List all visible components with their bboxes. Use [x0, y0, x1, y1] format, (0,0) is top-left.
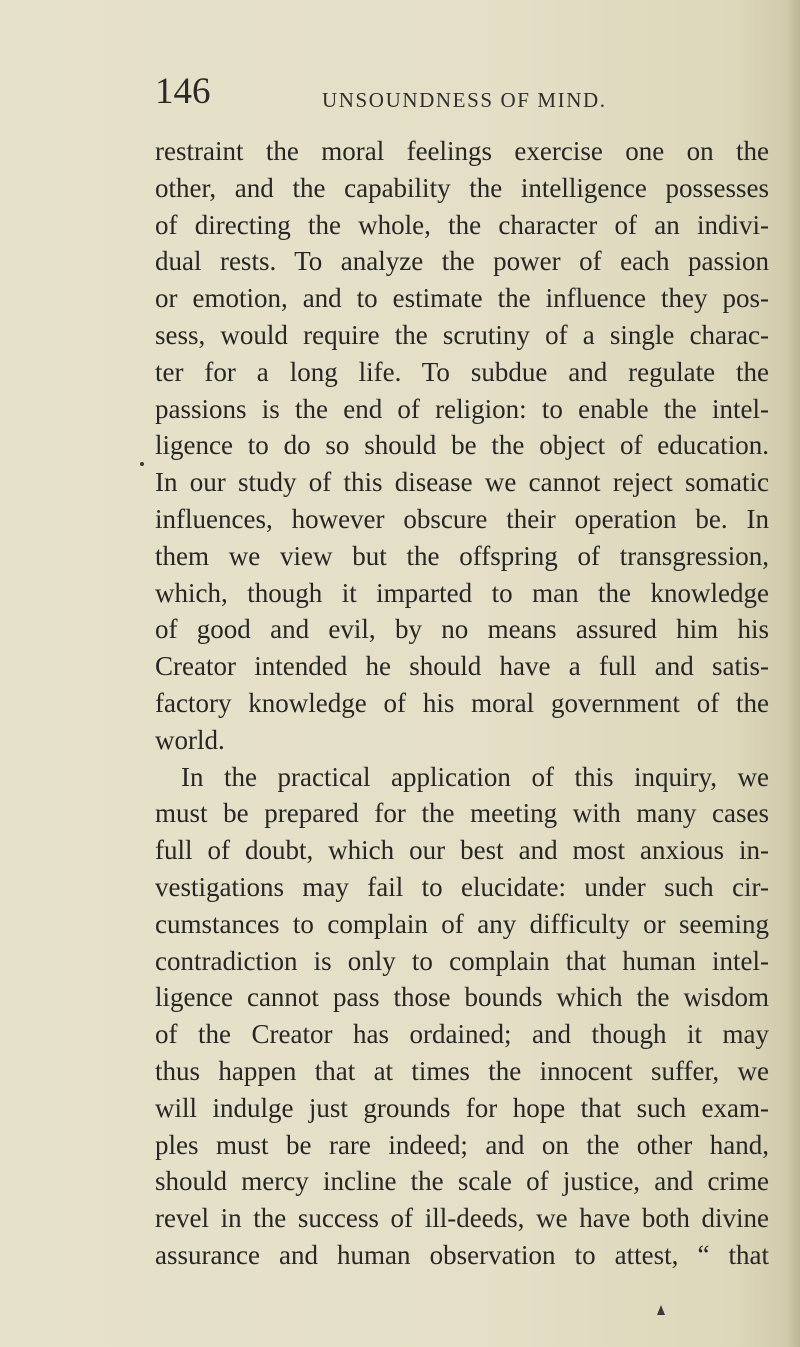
- ink-speck: [140, 462, 144, 466]
- text-line: In our study of this disease we cannot reject somatic: [155, 467, 769, 498]
- text-line: assurance and human observation to attest, “ that: [155, 1239, 769, 1270]
- text-line: or emotion, and to estimate the influence they pos-: [155, 283, 769, 314]
- text-line: ter for a long life. To subdue and regulate the: [155, 356, 769, 387]
- text-line: of good and evil, by no means assured him his: [155, 614, 769, 645]
- text-line: of the Creator has ordained; and though it may: [155, 1019, 769, 1050]
- text-line: factory knowledge of his moral government of the: [155, 687, 769, 718]
- text-line: Creator intended he should have a full and satis-: [155, 651, 769, 682]
- text-line: other, and the capability the intelligence possesses: [155, 172, 769, 203]
- text-line: ples must be rare indeed; and on the other hand,: [155, 1129, 769, 1160]
- text-line: vestigations may fail to elucidate: under such cir-: [155, 871, 769, 902]
- page-number: 146: [155, 71, 211, 112]
- page-edge-shadow: [786, 0, 800, 1347]
- text-line: of directing the whole, the character of an indivi-: [155, 209, 769, 240]
- text-line: will indulge just grounds for hope that such exam-: [155, 1092, 769, 1123]
- text-line: influences, however obscure their operation be. In: [155, 503, 769, 534]
- running-head: UNSOUNDNESS OF MIND.: [322, 88, 607, 112]
- page-header: [0, 70, 800, 118]
- text-line: which, though it imparted to man the knowledge: [155, 577, 769, 608]
- text-line: cumstances to complain of any difficulty or seeming: [155, 908, 769, 939]
- text-line: them we view but the offspring of transgression,: [155, 540, 769, 571]
- text-line: sess, would require the scrutiny of a single charac-: [155, 319, 769, 350]
- text-line: must be prepared for the meeting with many cases: [155, 798, 769, 829]
- text-line: revel in the success of ill-deeds, we have both divine: [155, 1203, 769, 1234]
- ink-mark: [657, 1305, 665, 1315]
- text-line: dual rests. To analyze the power of each passion: [155, 246, 769, 277]
- text-line: In the practical application of this inquiry, we: [181, 761, 769, 792]
- text-line: thus happen that at times the innocent suffer, we: [155, 1055, 769, 1086]
- text-line: restraint the moral feelings exercise one on the: [155, 136, 769, 166]
- text-line: passions is the end of religion: to enable the intel-: [155, 393, 769, 424]
- text-line: ligence cannot pass those bounds which the wisdom: [155, 982, 769, 1013]
- text-line: world.: [155, 724, 225, 755]
- text-line: should mercy incline the scale of justice, and crime: [155, 1166, 769, 1197]
- text-line: full of doubt, which our best and most anxious in-: [155, 835, 769, 866]
- text-line: ligence to do so should be the object of education.: [155, 430, 769, 461]
- text-line: contradiction is only to complain that human intel-: [155, 945, 769, 976]
- body-text: [155, 133, 769, 1274]
